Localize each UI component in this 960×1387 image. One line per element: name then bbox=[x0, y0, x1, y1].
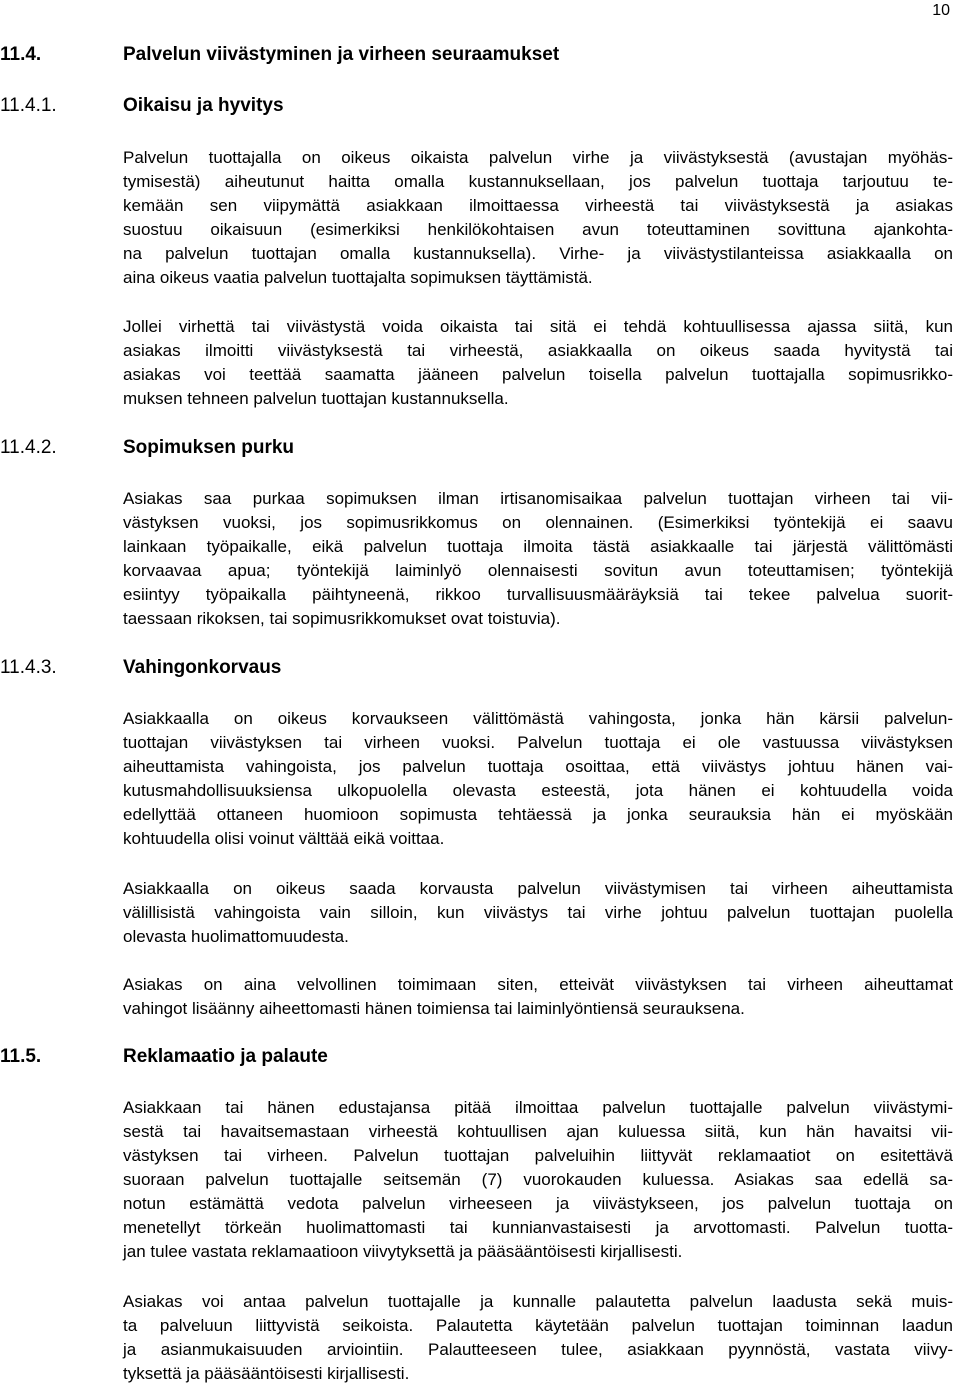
text-line: Asiakkaalla on oikeus korvaukseen välittömästä vahingosta, jonka hän kärsii palvelun- bbox=[123, 709, 953, 728]
section-number: 11.4.2. bbox=[0, 437, 57, 458]
text-line: lainkaan työpaikalle, eikä palvelun tuottaja ilmoita tästä asiakkaalle tai järjestä välittömästi bbox=[123, 537, 953, 556]
text-line: edellyttää ottaneen huomioon sopimusta tehtäessä ja jonka seurauksia hän ei myöskään bbox=[123, 805, 953, 824]
text-line: taessaan rikoksen, tai sopimusrikkomukset ovat toistuvia). bbox=[123, 609, 561, 628]
text-line: aina oikeus vaatia palvelun tuottajalta sopimuksen täyttämistä. bbox=[123, 268, 593, 287]
section-title: Vahingonkorvaus bbox=[123, 657, 282, 678]
text-line: esiintyy työpaikalla päihtyneenä, rikkoo turvallisuusmääräyksiä tai tekee palvelua suorit- bbox=[123, 585, 953, 604]
section-title: Palvelun viivästyminen ja virheen seuraamukset bbox=[123, 44, 560, 65]
section-number: 11.4. bbox=[0, 44, 42, 65]
text-line: tuottajan viivästyksen tai virheen vuoksi. Palvelun tuottaja ei ole vastuussa viivästyksen bbox=[123, 733, 953, 752]
text-line: Asiakkaalla on oikeus saada korvausta palvelun viivästymisen tai virheen aiheuttamista bbox=[123, 879, 953, 898]
paragraph bbox=[123, 146, 953, 290]
text-line: suoraan palvelun tuottajalle seitsemän (7) vuorokauden kuluessa. Asiakas saa edellä sa- bbox=[123, 1170, 953, 1189]
section-number: 11.4.3. bbox=[0, 657, 57, 678]
text-line: vahingot lisäänny aiheettomasti hänen toimiensa tai laiminlyöntiensä seurauksena. bbox=[123, 999, 745, 1018]
section-number: 11.4.1. bbox=[0, 95, 57, 116]
text-line: aiheuttamista vahingoista, jos palvelun tuottaja osoittaa, että viivästys johtuu hänen vai- bbox=[123, 757, 953, 776]
text-line: sestä tai havaitsemastaan virheestä kohtuullisen ajan kuluessa siitä, kun hän havaitsi vii- bbox=[123, 1122, 953, 1141]
text-line: kemään sen viipymättä asiakkaan ilmoittaessa virheestä tai viivästyksestä ja asiakas bbox=[123, 196, 953, 215]
text-line: notun estämättä vedota palvelun virheeseen ja viivästykseen, jos palvelun tuottaja on bbox=[123, 1194, 953, 1213]
text-line: kohtuudella olisi voinut välttää eikä voittaa. bbox=[123, 829, 445, 848]
text-line: suostuu oikaisuun (esimerkiksi henkilökohtaisen avun toteuttaminen sovittuna ajankohta- bbox=[123, 220, 953, 239]
text-line: Asiakas voi antaa palvelun tuottajalle ja kunnalle palautetta palvelun laadusta sekä muis- bbox=[123, 1292, 953, 1311]
text-line: Jollei virhettä tai viivästystä voida oikaista tai sitä ei tehdä kohtuullisessa ajassa siitä, kun bbox=[123, 317, 953, 336]
paragraph bbox=[123, 877, 953, 949]
text-line: tymisestä) aiheutunut haitta omalla kustannuksellaan, jos palvelun tuottaja tarjoutuu te- bbox=[123, 172, 953, 191]
text-line: Asiakkaan tai hänen edustajansa pitää ilmoittaa palvelun tuottajalle palvelun viivästymi- bbox=[123, 1098, 953, 1117]
text-line: kutusmahdollisuuksiensa ulkopuolella olevasta esteestä, jota hänen ei kohtuudella voida bbox=[123, 781, 953, 800]
text-line: västyksen tai virheen. Palvelun tuottajan palveluihin liittyvät reklamaatiot on esitettävä bbox=[123, 1146, 953, 1165]
text-line: menetellyt törkeän huolimattomasti tai kunnianvastaisesti ja arvottomasti. Palvelun tuotta- bbox=[123, 1218, 953, 1237]
text-line: välillisistä vahingoista vain silloin, kun viivästys tai virhe johtuu palvelun tuottajan puolella bbox=[123, 903, 953, 922]
text-line: asiakas voi teettää saamatta jääneen palvelun toisella palvelun tuottajalla sopimusrikko- bbox=[123, 365, 953, 384]
section-number: 11.5. bbox=[0, 1046, 42, 1067]
text-line: västyksen vuoksi, jos sopimusrikkomus on olennainen. (Esimerkiksi työntekijä ei saavu bbox=[123, 513, 953, 532]
text-line: olevasta huolimattomuudesta. bbox=[123, 927, 349, 946]
section-title: Oikaisu ja hyvitys bbox=[123, 95, 284, 116]
paragraph bbox=[123, 707, 953, 851]
paragraph bbox=[123, 315, 953, 411]
paragraph bbox=[123, 1096, 953, 1264]
paragraph bbox=[123, 973, 953, 1021]
text-line: Asiakas saa purkaa sopimuksen ilman irtisanomisaikaa palvelun tuottajan virheen tai vii- bbox=[123, 489, 953, 508]
page-number: 10 bbox=[932, 2, 950, 19]
text-line: tyksettä ja pääsääntöisesti kirjallisesti. bbox=[123, 1364, 410, 1383]
text-line: ja asianmukaisuuden arviointiin. Palautteeseen tulee, asiakkaan pyynnöstä, vastata viivy- bbox=[123, 1340, 953, 1359]
text-line: korvaavaa apua; työntekijä laiminlyö olennaisesti sovitun avun toteuttamisen; työntekijä bbox=[123, 561, 953, 580]
text-line: Asiakas on aina velvollinen toimimaan siten, etteivät viivästyksen tai virheen aiheuttamat bbox=[123, 975, 953, 994]
section-title: Reklamaatio ja palaute bbox=[123, 1046, 328, 1067]
text-line: asiakas ilmoitti viivästyksestä tai virheestä, asiakkaalla on oikeus saada hyvitystä tai bbox=[123, 341, 953, 360]
text-line: na palvelun tuottajan omalla kustannuksella). Virhe- ja viivästystilanteissa asiakkaalla on bbox=[123, 244, 953, 263]
text-line: muksen tehneen palvelun tuottajan kustannuksella. bbox=[123, 389, 509, 408]
section-title: Sopimuksen purku bbox=[123, 437, 295, 458]
paragraph bbox=[123, 487, 953, 631]
text-line: ta palveluun liittyvistä seikoista. Palautetta käytetään palvelun tuottajan toiminnan laadun bbox=[123, 1316, 953, 1335]
text-line: Palvelun tuottajalla on oikeus oikaista palvelun virhe ja viivästyksestä (avustajan myöhäs- bbox=[123, 148, 953, 167]
paragraph bbox=[123, 1290, 953, 1386]
text-line: jan tulee vastata reklamaatioon viivytyksettä ja pääsääntöisesti kirjallisesti. bbox=[123, 1242, 683, 1261]
